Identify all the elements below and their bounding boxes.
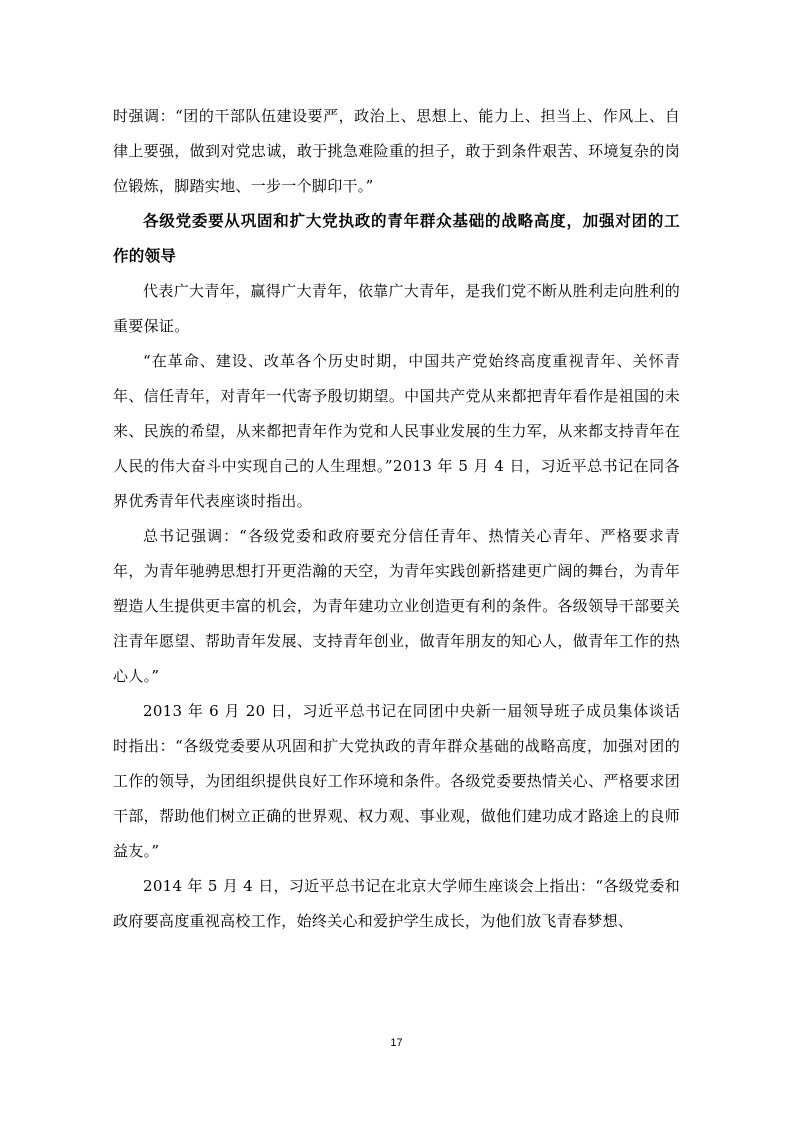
paragraph: 总书记强调：“各级党委和政府要充分信任青年、热情关心青年、严格要求青年，为青年驰骋思想打开更浩瀚的天空，为青年实践创新搭建更广阔的舞台，为青年塑造人生提供更丰富的机会，为青年建功立业创造更有利的条件。各级领导干部要关注青年愿望、帮助青年发展、支持青年创业，做青年朋友的知心人，做青年工作的热心人。”	[113, 527, 680, 685]
paragraph: “在革命、建设、改革各个历史时期，中国共产党始终高度重视青年、关怀青年、信任青年，对青年一代寄予殷切期望。中国共产党从来都把青年看作是祖国的未来、民族的希望，从来都把青年作为党和人民事业发展的生力军，从来都支持青年在人民的伟大奋斗中实现自己的人生理想。”2013 年 5 月 4 日，习近平总书记在同各界优秀青年代表座谈时指出。	[113, 352, 680, 510]
document-body	[113, 99, 680, 939]
paragraph-continuation: 时强调：“团的干部队伍建设要严，政治上、思想上、能力上、担当上、作风上、自律上要强，做到对党忠诚，敢于挑急难险重的担子，敢于到条件艰苦、环境复杂的岗位锻炼，脚踏实地、一步一个脚印干。”	[113, 107, 680, 195]
section-heading: 各级党委要从巩固和扩大党执政的青年群众基础的战略高度，加强对团的工作的领导	[113, 212, 680, 265]
page-number: 17	[390, 1037, 403, 1049]
paragraph: 代表广大青年，赢得广大青年，依靠广大青年，是我们党不断从胜利走向胜利的重要保证。	[113, 282, 680, 335]
paragraph: 2013 年 6 月 20 日，习近平总书记在同团中央新一届领导班子成员集体谈话时指出：“各级党委要从巩固和扩大党执政的青年群众基础的战略高度，加强对团的工作的领导，为团组织提供良好工作环境和条件。各级党委要热情关心、严格要求团干部，帮助他们树立正确的世界观、权力观、事业观，做他们建功成才路途上的良师益友。”	[113, 702, 680, 860]
paragraph: 2014 年 5 月 4 日，习近平总书记在北京大学师生座谈会上指出：“各级党委和政府要高度重视高校工作，始终关心和爱护学生成长，为他们放飞青春梦想、	[113, 877, 680, 930]
